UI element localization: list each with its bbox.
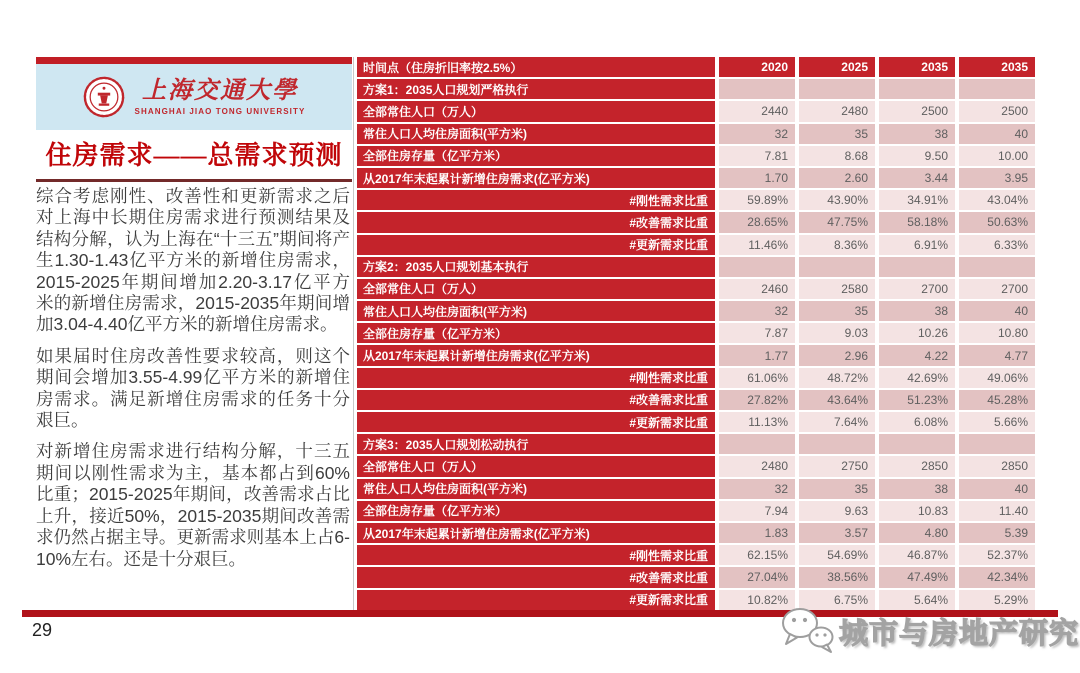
page-number: 29 [32, 620, 53, 640]
row-label: 从2017年末起累计新增住房需求(亿平方米) [357, 168, 715, 188]
row-label: #更新需求比重 [357, 412, 715, 432]
table-cell: 6.75% [799, 590, 875, 610]
table-cell: 32 [719, 479, 795, 499]
table-cell: 3.95 [959, 168, 1035, 188]
table-cell: 49.06% [959, 368, 1035, 388]
title-rule [36, 179, 352, 182]
scheme-title: 方案3：2035人口规划松动执行 [357, 434, 715, 454]
table-cell: 58.18% [879, 212, 955, 232]
table-cell: 7.81 [719, 146, 795, 166]
university-seal-icon [83, 76, 125, 118]
table-cell: 5.39 [959, 523, 1035, 543]
table-cell: 5.29% [959, 590, 1035, 610]
row-label: 常住人口人均住房面积(平方米) [357, 124, 715, 144]
table-cell-empty [799, 257, 875, 277]
table-cell: 2440 [719, 101, 795, 121]
table-cell: 2700 [879, 279, 955, 299]
table-cell: 59.89% [719, 190, 795, 210]
table-cell: 38 [879, 124, 955, 144]
table-cell: 2.96 [799, 345, 875, 365]
table-cell: 1.70 [719, 168, 795, 188]
table-cell: 3.57 [799, 523, 875, 543]
table-cell: 4.22 [879, 345, 955, 365]
university-name-cn: 上海交通大學 [141, 77, 298, 104]
table-cell: 5.66% [959, 412, 1035, 432]
table-cell: 43.04% [959, 190, 1035, 210]
table-cell: 7.64% [799, 412, 875, 432]
table-cell-empty [799, 79, 875, 99]
table-cell-empty [799, 434, 875, 454]
row-label: 常住人口人均住房面积(平方米) [357, 301, 715, 321]
university-name-en: SHANGHAI JIAO TONG UNIVERSITY [134, 106, 306, 116]
table-cell: 46.87% [879, 545, 955, 565]
table-header-year-3: 2035 [879, 57, 955, 77]
table-cell: 10.80 [959, 323, 1035, 343]
table-cell: 9.50 [879, 146, 955, 166]
row-label: 常住人口人均住房面积(平方米) [357, 479, 715, 499]
table-cell: 35 [799, 479, 875, 499]
table-cell: 8.68 [799, 146, 875, 166]
table-cell: 3.44 [879, 168, 955, 188]
row-label: #刚性需求比重 [357, 545, 715, 565]
table-cell: 5.64% [879, 590, 955, 610]
column-divider [353, 57, 354, 610]
watermark-text: 城市与房地产研究 [839, 618, 1080, 650]
paragraph-2: 如果届时住房改善性要求较高，则这个期间会增加3.55-4.99亿平方米的新增住房需求。满足新增住房需求的任务十分艰巨。 [36, 345, 350, 431]
table-cell: 4.80 [879, 523, 955, 543]
table-cell: 2700 [959, 279, 1035, 299]
row-label: 全部住房存量（亿平方米） [357, 146, 715, 166]
table-cell: 2850 [879, 456, 955, 476]
row-label: 全部住房存量（亿平方米） [357, 501, 715, 521]
table-cell: 2.60 [799, 168, 875, 188]
table-cell: 2480 [799, 101, 875, 121]
table-cell-empty [879, 257, 955, 277]
paragraph-1: 综合考虑刚性、改善性和更新需求之后对上海中长期住房需求进行预测结果及结构分解，认为上海在“十三五”期间将产生1.30-1.43亿平方米的新增住房需求，2015-2025年期间增加2.20-3.17亿平方米的新增住房需求，2015-2035年期间增加3.04-4.40亿平方米的新增住房需求。 [36, 186, 350, 335]
table-cell: 10.83 [879, 501, 955, 521]
table-cell: 34.91% [879, 190, 955, 210]
logo-body [36, 64, 352, 130]
table-header-year-4: 2035 [959, 57, 1035, 77]
table-cell: 51.23% [879, 390, 955, 410]
table-cell: 2480 [719, 456, 795, 476]
table-cell: 38.56% [799, 567, 875, 587]
table-cell: 2460 [719, 279, 795, 299]
table-cell: 50.63% [959, 212, 1035, 232]
watermark [779, 602, 1079, 656]
table-cell: 48.72% [799, 368, 875, 388]
table-cell: 38 [879, 479, 955, 499]
table-cell-empty [879, 434, 955, 454]
table-cell: 42.69% [879, 368, 955, 388]
row-label: 从2017年末起累计新增住房需求(亿平方米) [357, 345, 715, 365]
table-cell: 40 [959, 124, 1035, 144]
table-cell: 10.26 [879, 323, 955, 343]
table-cell: 43.64% [799, 390, 875, 410]
table-cell-empty [959, 257, 1035, 277]
table-cell: 42.34% [959, 567, 1035, 587]
table-cell: 27.04% [719, 567, 795, 587]
table-cell: 35 [799, 301, 875, 321]
table-cell: 32 [719, 124, 795, 144]
scheme-title: 方案2：2035人口规划基本执行 [357, 257, 715, 277]
table-header-year-2: 2025 [799, 57, 875, 77]
table-cell: 11.46% [719, 235, 795, 255]
table-cell: 2500 [959, 101, 1035, 121]
table-cell: 45.28% [959, 390, 1035, 410]
table-cell: 10.00 [959, 146, 1035, 166]
table-cell: 8.36% [799, 235, 875, 255]
table-cell: 35 [799, 124, 875, 144]
row-label: #刚性需求比重 [357, 368, 715, 388]
row-label: #更新需求比重 [357, 590, 715, 610]
table-cell: 52.37% [959, 545, 1035, 565]
table-cell: 32 [719, 301, 795, 321]
table-cell: 7.87 [719, 323, 795, 343]
table-cell: 1.77 [719, 345, 795, 365]
scheme-title: 方案1：2035人口规划严格执行 [357, 79, 715, 99]
table-cell: 10.82% [719, 590, 795, 610]
row-label: 全部常住人口（万人） [357, 456, 715, 476]
body-text [36, 186, 350, 580]
logo-top-bar [36, 57, 352, 64]
table-cell-empty [719, 257, 795, 277]
row-label: #刚性需求比重 [357, 190, 715, 210]
table-header-label: 时间点（住房折旧率按2.5%） [357, 57, 715, 77]
paragraph-3: 对新增住房需求进行结构分解，十三五期间以刚性需求为主，基本都占到60%比重；2015-2025年期间，改善需求占比上升，接近50%，2015-2035期间改善需求仍然占据主导。更新需求则基本上占6-10%左右。还是十分艰巨。 [36, 441, 350, 569]
table-cell: 9.03 [799, 323, 875, 343]
row-label: 全部常住人口（万人） [357, 101, 715, 121]
table-cell: 2850 [959, 456, 1035, 476]
row-label: #改善需求比重 [357, 212, 715, 232]
table-cell: 11.40 [959, 501, 1035, 521]
table-cell: 7.94 [719, 501, 795, 521]
table-cell: 2500 [879, 101, 955, 121]
row-label: #改善需求比重 [357, 567, 715, 587]
wechat-icon [779, 606, 835, 656]
table-cell: 2750 [799, 456, 875, 476]
page-title: 住房需求——总需求预测 [45, 141, 343, 170]
row-label: 全部住房存量（亿平方米） [357, 323, 715, 343]
university-logo-box [36, 57, 352, 130]
table-cell-empty [719, 79, 795, 99]
table-cell: 54.69% [799, 545, 875, 565]
table-cell: 6.08% [879, 412, 955, 432]
table-cell: 11.13% [719, 412, 795, 432]
table-cell: 61.06% [719, 368, 795, 388]
table-cell: 27.82% [719, 390, 795, 410]
table-cell-empty [959, 79, 1035, 99]
row-label: 从2017年末起累计新增住房需求(亿平方米) [357, 523, 715, 543]
table-cell: 43.90% [799, 190, 875, 210]
table-cell: 6.91% [879, 235, 955, 255]
table-cell: 6.33% [959, 235, 1035, 255]
forecast-table [357, 57, 1035, 610]
table-cell: 40 [959, 479, 1035, 499]
row-label: #更新需求比重 [357, 235, 715, 255]
table-cell: 47.49% [879, 567, 955, 587]
logo-texts [135, 79, 306, 116]
table-cell: 28.65% [719, 212, 795, 232]
row-label: #改善需求比重 [357, 390, 715, 410]
table-cell-empty [959, 434, 1035, 454]
table-cell-empty [879, 79, 955, 99]
table-cell: 40 [959, 301, 1035, 321]
table-cell: 47.75% [799, 212, 875, 232]
table-cell: 1.83 [719, 523, 795, 543]
table-cell-empty [719, 434, 795, 454]
table-cell: 2580 [799, 279, 875, 299]
table-cell: 9.63 [799, 501, 875, 521]
table-header-year-1: 2020 [719, 57, 795, 77]
table-cell: 4.77 [959, 345, 1035, 365]
row-label: 全部常住人口（万人） [357, 279, 715, 299]
table-cell: 62.15% [719, 545, 795, 565]
table-cell: 38 [879, 301, 955, 321]
